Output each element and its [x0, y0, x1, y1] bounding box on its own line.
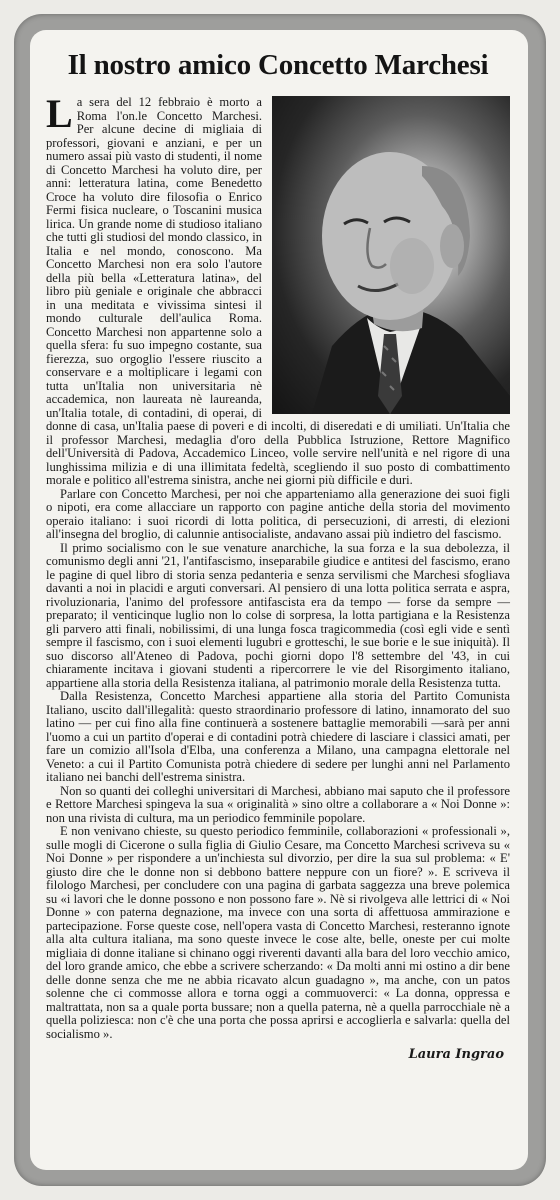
article-paragraph: E non venivano chieste, su questo periodico femminile, collaborazioni « professionali », sulle mogli di Cicerone o sulla figlia di Giulio Cesare, ma Concetto Marchesi scriveva su « Noi Donne » per rispondere a un'inchiesta sul divorzio, per dire la sua sul problema: « E' giusto dire che le donne non si debbono battere neppure con un fiore? ». E scriveva il filologo Marchesi, per concludere con una pagina di garbata saggezza una breve polemica su «i lavori che le donne possono e non possono fare ». Nè si rivolgeva alle lettrici di « Noi Donne » con paterna degnazione, ma invece con una sorta di affettuosa ammirazione e partecipazione. Forse queste cose, nell'opera vasta di Concetto Marchesi, resteranno ignote alla alta cultura italiana, ma sono queste invece le cose alte, belle, oneste per cui molte migliaia di donne italiane si chinano oggi riverenti davanti alla bara del loro vecchio amico, del loro grande amico, che ebbe a scrivere scherzando: « Da molti anni mi ostino a dir bene delle donne senza che me ne abbia ricavato alcun guadagno », ma anche, con un patos solenne che ci commosse allora e torna oggi a commuoverci: « La donna, oppressa e maltrattata, non sa a quale porta bussare; non a quella paterna, nè a quella parrocchiale nè a quella poliziesca: non c'è che una porta che possa aprirsi e accoglierla e salvarla: quella del socialismo ». [46, 824, 510, 1041]
paragraph-text: a sera del 12 febbraio è morto a Roma l'on.le Concetto Marchesi. Per alcune decine di migliaia di professori, giovani e anziani, e per un numero assai più vasto di studenti, il nome di Concetto Marchesi ha voluto dire, per anni: letteratura latina, come Benedetto Croce ha voluto dire filosofia o Enrico Fermi fisica nucleare, o Toscanini musica lirica. Un grande nome di studioso italiano che tutti gli studiosi del mondo classico, in Italia e nel mondo, conoscono. Ma Concetto Marchesi non era solo l'autore della più bella «Letteratura latina», del libro più geniale e originale che abbracci in una meditata e vivissima sintesi il mondo culturale dell'aulica Roma. Concetto Marchesi non appartenne solo a quella sfera: fu suo impegno costante, sua fierezza, suo orgoglio l'essere riuscito a conservare e a moltiplicare i legami con tutta un'Italia non universitaria nè accademica, non laureata nè laureanda, un'Italia totale, di contadini, di operai, di donne di casa, un'Italia paese di poveri e di incolti, di diseredati e di umiliati. Un'Italia che il professor Marchesi, medaglia d'oro della Pubblica Istruzione, Rettore Magnifico dell'Università di Padova, Accademico Linceo, volle servire nell'unità e nel rigore di una lunghissima milizia e di una illimitata fedeltà, scegliendo il suo posto di combattimento morale e politico all'estrema sinistra, anche nei giorni più difficile e duri. [46, 95, 510, 487]
article-title: Il nostro amico Concetto Marchesi [67, 49, 489, 81]
article-paragraph: Dalla Resistenza, Concetto Marchesi appartiene alla storia del Partito Comunista Italiano, uscito dall'illegalità: questo straordinario professore di latino, innamorato del suo latino — per cui fino alla fine continuerà a sostenere battaglie memorabili —sarà per anni l'uomo a cui un partito d'operai e di contadini potrà chiedere di lasciare i classici amati, per fare un comizio all'Isola d'Elba, una conferenza a Milano, una campagna elettorale nel Veneto: a cui il Partito Comunista potrà chiedere di sedere per lunghi anni nel Parlamento italiano nei banchi dell'estrema sinistra. [46, 689, 510, 784]
author-signature: Laura Ingrao [408, 1047, 504, 1062]
article-paragraph: Parlare con Concetto Marchesi, per noi che apparteniamo alla generazione dei suoi figli o nipoti, era come allacciare un rapporto con pagine antiche della storia del movimento operaio italiano: i suoi ricordi di lotta politica, di persecuzioni, di arresti, di elezioni all'insegna del broglio, di calunnie antisocialiste, andavano assai più indietro del fascismo. [46, 486, 510, 541]
article-sheet [30, 30, 528, 1170]
drop-cap: L [46, 91, 73, 136]
portrait-photo [272, 96, 510, 414]
article-paragraph: Non so quanti dei colleghi universitari di Marchesi, abbiano mai saputo che il professore e Rettore Marchesi spingeva la sua « originalità » sino oltre a collaborare a « Noi Donne »: non una rivista di cultura, ma un periodico femminile popolare. [46, 783, 510, 825]
portrait-illustration [272, 96, 510, 414]
article-paragraph: Il primo socialismo con le sue venature anarchiche, la sua forza e la sua debolezza, il comunismo degli anni '21, l'antifascismo, inseparabile giudice e antitesi del fascismo, erano le pagine di quel libro di storia senza pedanteria e senza servilismi che Marchesi sfogliava davanti a noi in placidi e arguti conversari. Al pensiero di una lotta politica serrata e aspra, rivoluzionaria, l'animo del professore antifascista era da tempo — forse da sempre — preparato; il venticinque luglio non lo colse di sorpresa, la lotta partigiana e la Resistenza gli parvero atti finali, nobilissimi, di una lunga fosca tragicommedia (così egli vide e sentì sempre il fascismo, con i suoi elementi lugubri e grotteschi, le sue borie e le sue iniquità). Il suo discorso all'Ateneo di Padova, pochi giorni dopo l'8 settembre del '43, in cui chiaramente incitava i giovani studenti a ripercorrere le vie del Risorgimento italiano, appartiene alla storia della Resistenza italiana, al patrimonio morale della Resistenza tutta. [46, 540, 510, 690]
